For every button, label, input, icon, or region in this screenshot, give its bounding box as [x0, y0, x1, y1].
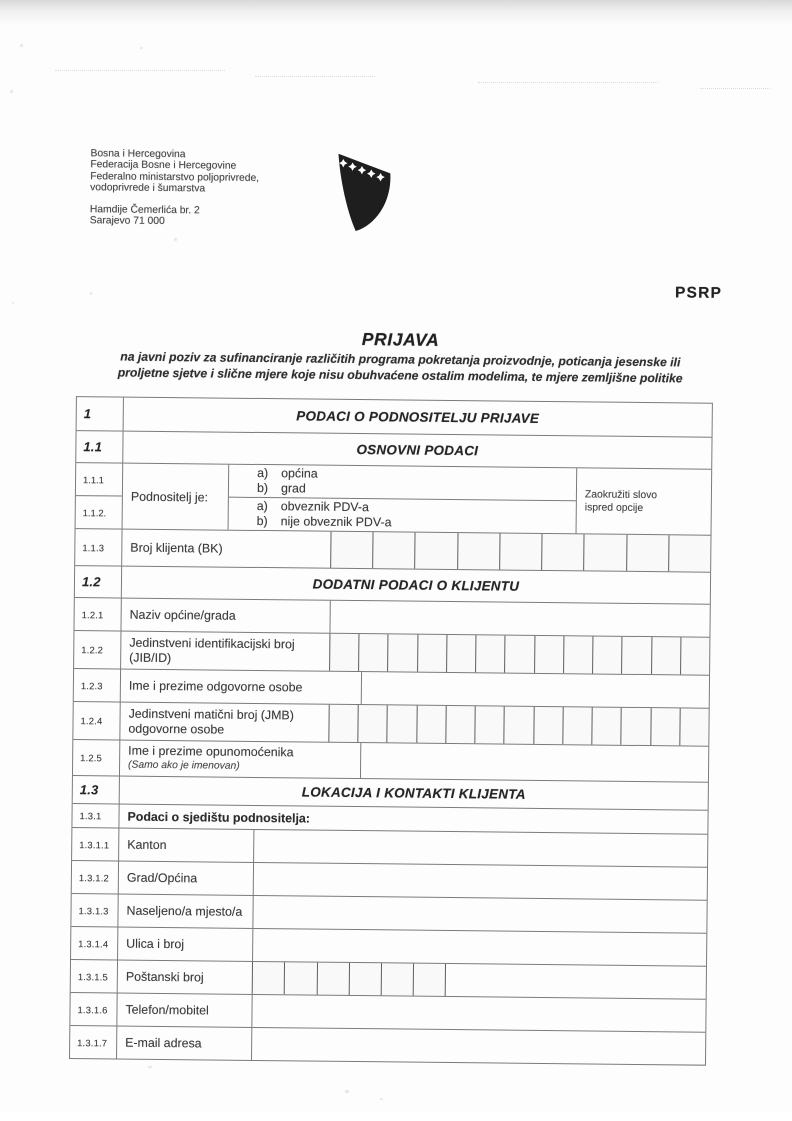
section-title: PODACI O PODNOSITELJU PRIJAVE — [296, 408, 540, 426]
section-row-1-2 — [75, 565, 710, 604]
digit-boxes-jmb — [328, 705, 708, 746]
blank-field — [329, 601, 709, 637]
option-letter: b) — [256, 513, 268, 529]
row-telefon — [70, 992, 705, 1032]
org-line: Federacija Bosne i Hercegovine — [90, 159, 237, 173]
document-code: PSRP — [674, 284, 723, 302]
document-title: PRIJAVA — [361, 329, 440, 350]
option-text: grad — [280, 481, 306, 496]
row-label: Grad/Općina — [126, 870, 198, 886]
row-kanton — [72, 827, 707, 867]
row-label: Poštanski broj — [125, 969, 204, 985]
option-text: općina — [281, 465, 318, 481]
row-jmb — [73, 701, 708, 746]
label-line: (JIB/ID) — [129, 650, 172, 665]
option-letter: a) — [257, 465, 269, 480]
section-title: LOKACIJA I KONTAKTI KLIJENTA — [301, 784, 526, 802]
row-number: 1.3.1.1 — [72, 828, 119, 860]
section-number: 1.1 — [76, 431, 123, 462]
note-line: Zaokružiti slovo — [584, 488, 658, 501]
row-ime-odgovorne — [74, 668, 709, 708]
row-number: 1.1.3 — [75, 529, 122, 565]
row-number: 1.3.1.6 — [70, 993, 117, 1025]
row-naziv-opcine — [74, 597, 709, 637]
blank-field — [253, 830, 707, 867]
row-number: 1.3.1.5 — [71, 960, 118, 992]
row-broj-klijenta — [75, 528, 710, 572]
section-row-1-1 — [76, 430, 711, 469]
row-number: 1.2.3 — [74, 669, 121, 701]
row-number-split — [76, 463, 124, 528]
address-line: Sarajevo 71 000 — [89, 215, 165, 228]
blank-field — [252, 896, 706, 933]
blank-field — [361, 672, 709, 708]
row-label: Ime i prezime odgovorne osobe — [128, 678, 303, 695]
org-line: Federalno ministarstvo poljoprivrede, — [90, 170, 260, 184]
row-ulica-broj — [71, 926, 706, 966]
label-line: Ime i prezime opunomoćenika — [128, 743, 294, 760]
label-subline: (Samo ako je imenovan) — [128, 759, 240, 772]
bih-coat-of-arms-icon — [335, 152, 394, 233]
row-number: 1.1.2. — [82, 506, 107, 518]
title-block — [84, 326, 717, 387]
row-number: 1.1.1 — [76, 463, 122, 496]
section-title: DODATNI PODACI O KLIJENTU — [312, 576, 520, 594]
row-number: 1.2.4 — [73, 702, 120, 739]
row-podnositelj — [76, 462, 712, 535]
org-line: Bosna i Hercegovina — [90, 148, 186, 161]
section-row-1 — [77, 397, 712, 437]
row-label: Naseljeno/a mjesto/a — [126, 903, 243, 919]
row-label: Podaci o sjedištu podnositelja: — [127, 809, 311, 826]
row-number: 1.3.1.3 — [71, 894, 118, 926]
section-number: 1 — [77, 397, 124, 430]
blank-field — [251, 1028, 705, 1065]
option-groups — [229, 465, 578, 534]
org-line: vodoprivrede i šumarstva — [90, 182, 206, 195]
option-letter: a) — [256, 498, 268, 513]
option-text: obveznik PDV-a — [280, 498, 370, 514]
row-label — [121, 632, 329, 671]
row-email — [70, 1025, 705, 1065]
row-label: Broj klijenta (BK) — [130, 540, 223, 556]
row-postanski-broj — [71, 959, 706, 999]
option-grad — [257, 481, 576, 500]
digit-boxes-postal — [252, 962, 706, 999]
blank-field — [251, 995, 705, 1032]
document-subtitle-line: proljetne sjetve i slične mjere koje nisu obuhvaćene ostalim modelima, te mjere zemljišne politike — [117, 365, 683, 386]
option-group-tip — [229, 465, 576, 502]
row-number: 1.2.2 — [74, 631, 121, 668]
label-line: Jedinstveni identifikacijski broj — [129, 635, 295, 651]
row-label: E-mail adresa — [125, 1035, 202, 1051]
option-group-pdv — [229, 498, 576, 534]
digit-boxes-jib — [329, 634, 709, 675]
row-label — [120, 703, 328, 742]
address-line: Hamdije Čemerlića br. 2 — [89, 204, 200, 217]
row-number: 1.3.1.4 — [71, 927, 118, 959]
row-number: 1.3.1 — [72, 804, 119, 827]
digit-boxes-bk — [330, 532, 710, 572]
row-label: Telefon/mobitel — [125, 1002, 209, 1018]
option-text: nije obveznik PDV-a — [280, 514, 392, 530]
section-title: OSNOVNI PODACI — [356, 442, 479, 459]
label-line: Jedinstveni matični broj (JMB) — [128, 706, 294, 722]
label-line: odgovorne osobe — [128, 721, 225, 737]
row-number: 1.3.1.7 — [70, 1026, 117, 1058]
section-number: 1.3 — [73, 776, 120, 803]
option-letter: b) — [256, 480, 269, 496]
row-naseljeno-mjesto — [71, 893, 706, 933]
row-label: Kanton — [127, 837, 167, 853]
row-label: Podnositelj je: — [123, 464, 230, 530]
option-nije-obveznik-pdv — [257, 514, 576, 533]
document-subtitle-line: na javni poziv za sufinanciranje različitih programa pokretanja proizvodnje, poticanja jesenske ili — [120, 349, 681, 370]
row-number: 1.3.1.2 — [72, 861, 119, 893]
row-number: 1.2.5 — [73, 740, 120, 775]
row-label: Ulica i broj — [126, 936, 185, 952]
section-number: 1.2 — [75, 566, 122, 597]
row-label — [120, 741, 360, 779]
letterhead — [90, 148, 260, 229]
row-number: 1.2.1 — [74, 598, 121, 630]
row-jib — [74, 630, 709, 675]
blank-field — [252, 929, 706, 966]
blank-field — [253, 863, 707, 900]
blank-field — [360, 743, 708, 782]
row-label: Naziv općine/grada — [129, 607, 236, 623]
note-line: ispred opcije — [584, 501, 644, 514]
circle-option-note — [577, 468, 712, 534]
application-form-table — [69, 396, 713, 1066]
row-opunomocenik — [73, 739, 708, 782]
row-grad-opcina — [72, 860, 707, 900]
